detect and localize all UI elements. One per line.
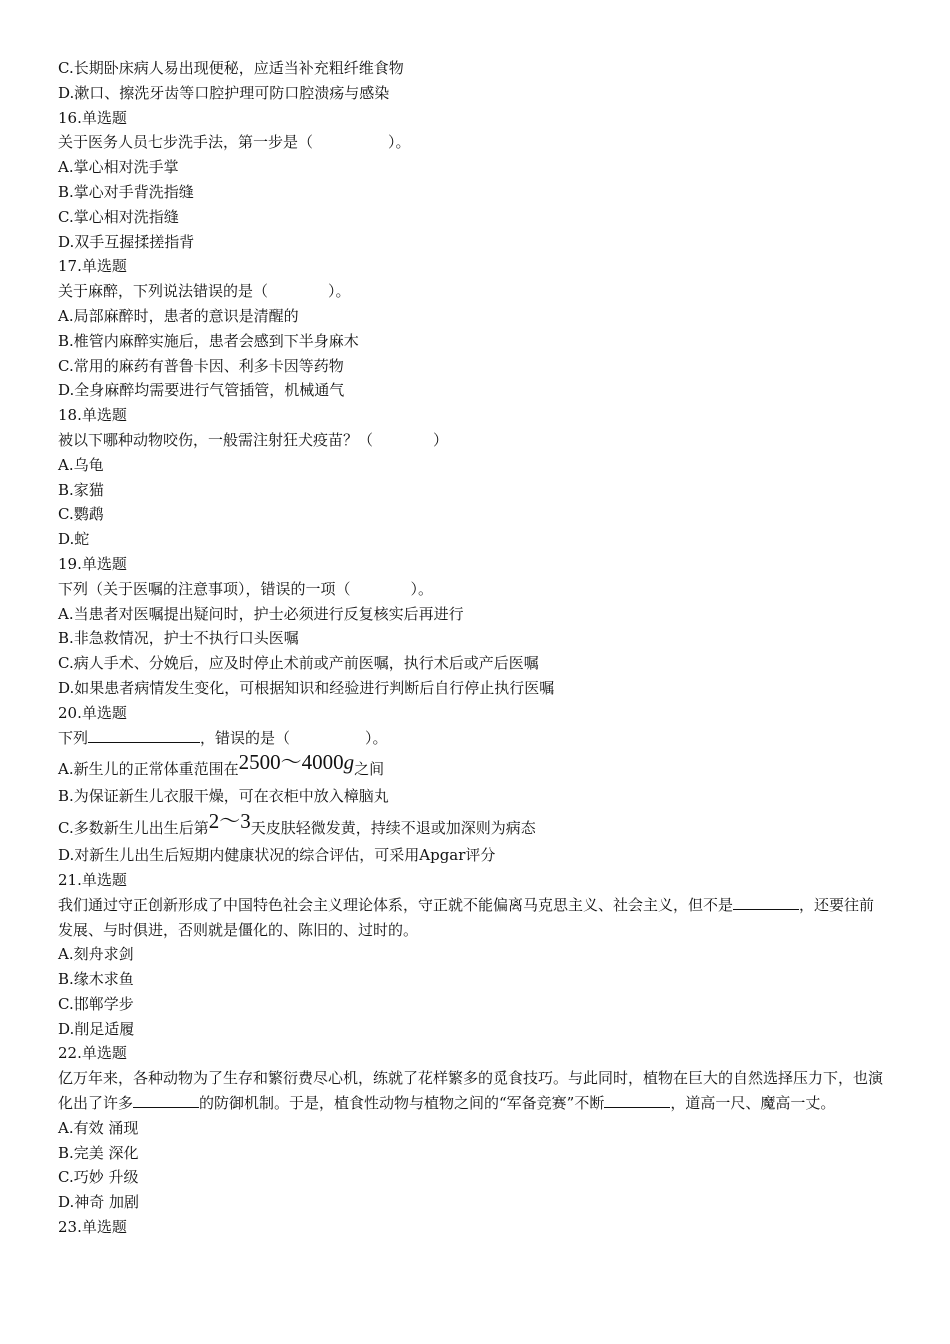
- question-17-header: 17.单选题: [58, 257, 127, 276]
- question-19-option-d: D.如果患者病情发生变化，可根据知识和经验进行判断后自行停止执行医嘱: [58, 678, 555, 697]
- exam-page: [58, 56, 883, 1240]
- question-19-stem: 下列（关于医嘱的注意事项），错误的一项（ ）。: [58, 579, 434, 598]
- weight-range-number: 2500～4000: [238, 750, 344, 775]
- question-22-stem: [58, 1066, 883, 1116]
- question-17-option-c: C.常用的麻药有普鲁卡因、利多卡因等药物: [58, 356, 344, 375]
- question-19-option-c: C.病人手术、分娩后，应及时停止术前或产前医嘱，执行术后或产后医嘱: [58, 654, 539, 673]
- question-20-stem-end: ，错误的是（ ）。: [200, 728, 388, 747]
- question-20-stem-start: 下列: [58, 728, 89, 747]
- question-18-option-a: A.乌龟: [58, 455, 104, 474]
- question-20-option-a: [58, 750, 883, 784]
- question-22-option-b: B.完美 深化: [58, 1143, 139, 1162]
- question-21-stem-end: ，还要往前发展、与时俱进，否则就是僵化的、陈旧的、过时的。: [58, 895, 875, 939]
- question-16-option-a: A.掌心相对洗手掌: [58, 158, 179, 177]
- question-21-stem-start: 我们通过守正创新形成了中国特色社会主义理论体系，守正就不能偏离马克思主义、社会主义，但不是: [58, 895, 734, 914]
- question-22-option-a: A.有效 涌现: [58, 1118, 139, 1137]
- days-range-formula: 2～3: [208, 809, 251, 834]
- question-17-option-b: B.椎管内麻醉实施后，患者会感到下半身麻木: [58, 331, 359, 350]
- question-22-option-c: C.巧妙 升级: [58, 1168, 139, 1187]
- question-21-option-a: A.刻舟求剑: [58, 945, 134, 964]
- question-19-option-a: A.当患者对医嘱提出疑问时，护士必须进行反复核实后再进行: [58, 604, 464, 623]
- question-19-header: 19.单选题: [58, 554, 127, 573]
- fill-blank: [133, 1091, 199, 1108]
- question-21-stem: [58, 893, 883, 943]
- question-20-option-d: D.对新生儿出生后短期内健康状况的综合评估，可采用Apgar评分: [58, 846, 496, 865]
- question-22-stem-part-1: 亿万年来，各种动物为了生存和繁衍费尽心机，练就了花样繁多的觅食技巧。与此同时，植物在巨大的自然选择压力下，也演化出了许多: [58, 1069, 884, 1113]
- question-20-option-c-text: C.多数新生儿出生后第: [58, 819, 209, 838]
- question-22-header: 22.单选题: [58, 1044, 127, 1063]
- question-16-option-c: C.掌心相对洗指缝: [58, 207, 179, 226]
- question-17-option-a: A.局部麻醉时，患者的意识是清醒的: [58, 306, 299, 325]
- question-20-option-b: B.为保证新生儿衣服干燥，可在衣柜中放入樟脑丸: [58, 787, 389, 806]
- prev-option-d: D.漱口、擦洗牙齿等口腔护理可防口腔溃疡与感染: [58, 83, 390, 102]
- question-18-stem: 被以下哪种动物咬伤，一般需注射狂犬疫苗？（ ）: [58, 430, 449, 449]
- question-18-header: 18.单选题: [58, 406, 127, 425]
- question-21-option-b: B.缘木求鱼: [58, 970, 134, 989]
- question-23-header: 23.单选题: [58, 1218, 127, 1237]
- question-16-header: 16.单选题: [58, 108, 127, 127]
- fill-blank: [604, 1091, 670, 1108]
- question-20-header: 20.单选题: [58, 703, 127, 722]
- question-18-option-c: C.鹦鹉: [58, 505, 104, 524]
- question-20-stem: [58, 726, 883, 751]
- question-21-option-c: C.邯郸学步: [58, 994, 134, 1013]
- question-16-stem: 关于医务人员七步洗手法，第一步是（ ）。: [58, 133, 411, 152]
- weight-range-unit: g: [343, 750, 355, 775]
- question-22-stem-part-3: ，道高一尺、魔高一丈。: [670, 1094, 836, 1113]
- question-18-option-b: B.家猫: [58, 480, 104, 499]
- question-16-option-b: B.掌心对手背洗指缝: [58, 182, 194, 201]
- question-22-option-d: D.神奇 加剧: [58, 1193, 140, 1212]
- question-20-option-a-text: A.新生儿的正常体重范围在: [58, 760, 239, 779]
- question-20-option-c: [58, 809, 883, 843]
- question-22-stem-part-2: 的防御机制。于是，植食性动物与植物之间的“军备竞赛”不断: [199, 1094, 605, 1113]
- question-18-option-d: D.蛇: [58, 530, 90, 549]
- prev-option-c: C.长期卧床病人易出现便秘，应适当补充粗纤维食物: [58, 59, 404, 77]
- question-21-option-d: D.削足适履: [58, 1019, 135, 1038]
- fill-blank: [733, 893, 799, 910]
- weight-range-formula: [239, 750, 355, 774]
- question-20-option-a-suffix: 之间: [354, 760, 385, 779]
- question-20-option-c-suffix: 天皮肤轻微发黄，持续不退或加深则为病态: [250, 819, 536, 838]
- question-19-option-b: B.非急救情况，护士不执行口头医嘱: [58, 629, 299, 648]
- question-21-header: 21.单选题: [58, 870, 127, 889]
- question-17-stem: 关于麻醉，下列说法错误的是（ ）。: [58, 282, 351, 301]
- question-16-option-d: D.双手互握揉搓指背: [58, 232, 195, 251]
- question-17-option-d: D.全身麻醉均需要进行气管插管，机械通气: [58, 381, 345, 400]
- fill-blank: [88, 726, 200, 743]
